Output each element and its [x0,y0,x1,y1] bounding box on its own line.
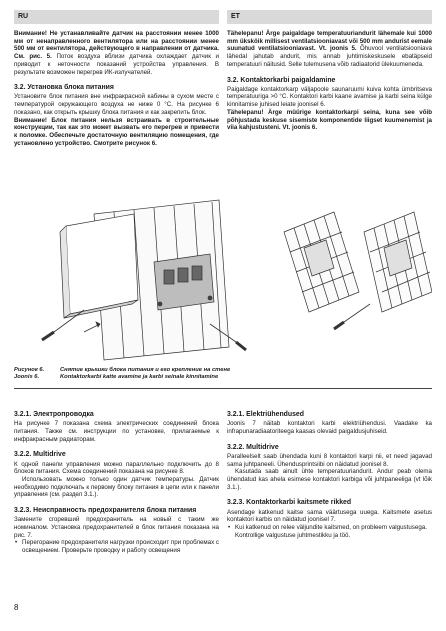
fuse-list [227,524,432,539]
section-heading-3-2-1: 3.2.1. Elektriühendused [227,411,304,418]
list-item: • Перегорание предохранителя нагрузки происходит при проблемах с освещением. Проверьте проводку и работу освещения [14,539,219,554]
fuse-list [14,539,219,554]
section-heading-3-2-2: 3.2.2. Multidrive [227,443,279,451]
figure-captions [14,367,432,382]
figure-caption-et: Kontaktorkarbi katte avamine ja karbi seinale kinnitamine [60,374,219,381]
contactor-box-base-illustration [154,254,214,310]
top-left-column [14,30,219,147]
fuse-paragraph: Asendage katkenud kaitse sama väärtusega uuega. Kaitsmete asetus kontaktori karbis on näidatud joonisel 7. [227,508,432,524]
contactor-box-cover-illustration [60,214,138,318]
screwdriver-icon [334,304,370,329]
warning-paragraph [227,30,432,69]
warning-paragraph [14,30,219,76]
arrow-icon [84,322,100,332]
figure-label-et: Joonis 6. [14,374,40,381]
language-tag-ru: RU [14,10,219,24]
bottom-right-column [227,411,432,539]
section-heading-3-2-1: 3.2.1. Электропроводка [14,411,94,418]
install-paragraph: Paigaldage kontaktorkarp väljapoole saunaruumi kuiva kohta ümbritseva temperatuuriga >0 °C. Kontaktori karbi kaane avamise ja karbi seina külge kinnitamise juhised leiate joonisel 6. [227,85,432,109]
language-tag-et: ET [227,10,432,24]
fuse-paragraph: Замените сгоревший предохранитель на новый с таким же номиналом. Установка предохранителей в блок питания показана на рис. 7. [14,516,219,539]
section-heading-3-2: 3.2. Установка блока питания [14,84,114,92]
section-heading-3-2-3: 3.2.3. Kontaktorkarbi kaitsmete rikked [227,499,352,507]
wiring-paragraph: Joonis 7 näitab kontaktori karbi elektriühendusi. Vaadake ka infrapunaradiaatoriteega kaasas olevaid paigaldusjuhiseid. [227,420,432,435]
warning-paragraph-2: Внимание! Блок питания нельзя встраивать в строительные конструкции, так как это может вызвать его перегрев и привести к поломке. Обеспечьте достаточную вентиляцию помещения, где установлено устройство. Смотрите рисунок 6. [14,116,219,147]
sensor-paragraph: Kasutada saab ainult ühte temperatuuriandurit. Andur peab olema ühendatud kas ahela esimese kontaktori karbiga või juhtpaneeliga (vt lõik 3.1.). [227,468,432,491]
bottom-left-column [14,411,219,555]
list-item: • Kui katkenud on releе väljundite kaitsmed, on probleem valgustusega. Kontrollige valgustuse juhtmestikku ja töö. [227,524,432,539]
multidrive-paragraph: Paralleelselt saab ühendada kuni 8 kontaktori karpi nii, et need jagavad sama juhtpaneeli. Ühendusprintsiibi on näidatud joonisel 8. [227,452,432,468]
sensor-paragraph: Использовать можно только один датчик температуры. Датчик необходимо подключать к первому блоку питания в цепи или к панели управления (см. раздел 3.1.). [14,475,219,499]
wall-diagram-1 [284,212,359,312]
multidrive-paragraph: К одной панели управления можно параллельно подключить до 8 блоков питания. Схема соединений показана на рисунке 8. [14,460,219,476]
divider-line [14,388,432,389]
figure-label-ru: Рисунок 6. [14,367,45,373]
wiring-paragraph: На рисунке 7 показана схема электрических соединений блока питания. Также см. инструкции по установке, прилагаемые к инфракрасным радиаторам. [14,420,219,443]
warning-normal-text: Поток воздуха вблизи датчика охлаждает датчик и приводит к неточности показаний устройства управления. В результате возможен перегрев ИК-излучателей. [14,53,219,76]
wall-diagram-2 [364,212,432,312]
install-paragraph: Установите блок питания вне инфракрасной кабины в сухом месте с температурой окружающего воздуха не ниже 0 °C. На рисунке 6 показано, как открыть крышку блока питания и как закрепить блок. [14,93,219,116]
warning-bold-text: Tähelepanu! Ärge paigaldage temperatuuriandurit lähemale kui 1000 mm üksköik millisest ventilatsiooniavast või 500 mm andurist eemale suunatud ventilatsiooniavast. Vt. joonis 5. [227,30,432,53]
section-heading-3-2-3: 3.2.3. Неисправность предохранителя блока питания [14,507,197,515]
page-number: 8 [14,603,19,612]
top-right-column [227,30,432,132]
section-heading-3-2-2: 3.2.2. Multidrive [14,451,66,459]
figure-6-illustration [14,192,432,362]
warning-paragraph-2: Tähelepanu! Ärge müürige kontaktorkarpi seina, kuna see võib põhjustada keskuse sisemiste komponentide liigset kuumenemist ja viia kahjustusteni. Vt. joonis 6. [227,108,432,132]
warning-bold-text: Внимание! Не устанавливайте датчик на расстоянии менее 1000 мм от ненаправленного вентилятора или на расстоянии менее 500 мм от вентилятора, действующего в направлении от датчика. См. рис. 5. [14,30,219,61]
section-heading-3-2: 3.2. Kontaktorkarbi paigaldamine [227,76,336,84]
figure-caption-ru: Снятие крышки блока питания и его крепление на стене [60,367,231,373]
warning-normal-text: Õhuvool ventilatsiooniava lähedal jahutab andurit, mis annab juhtimiskeskusele ebatäpseid temperatuuri näitusid. Selle tulemusena võib radiaatorid ülekuumeneda. [227,45,432,68]
